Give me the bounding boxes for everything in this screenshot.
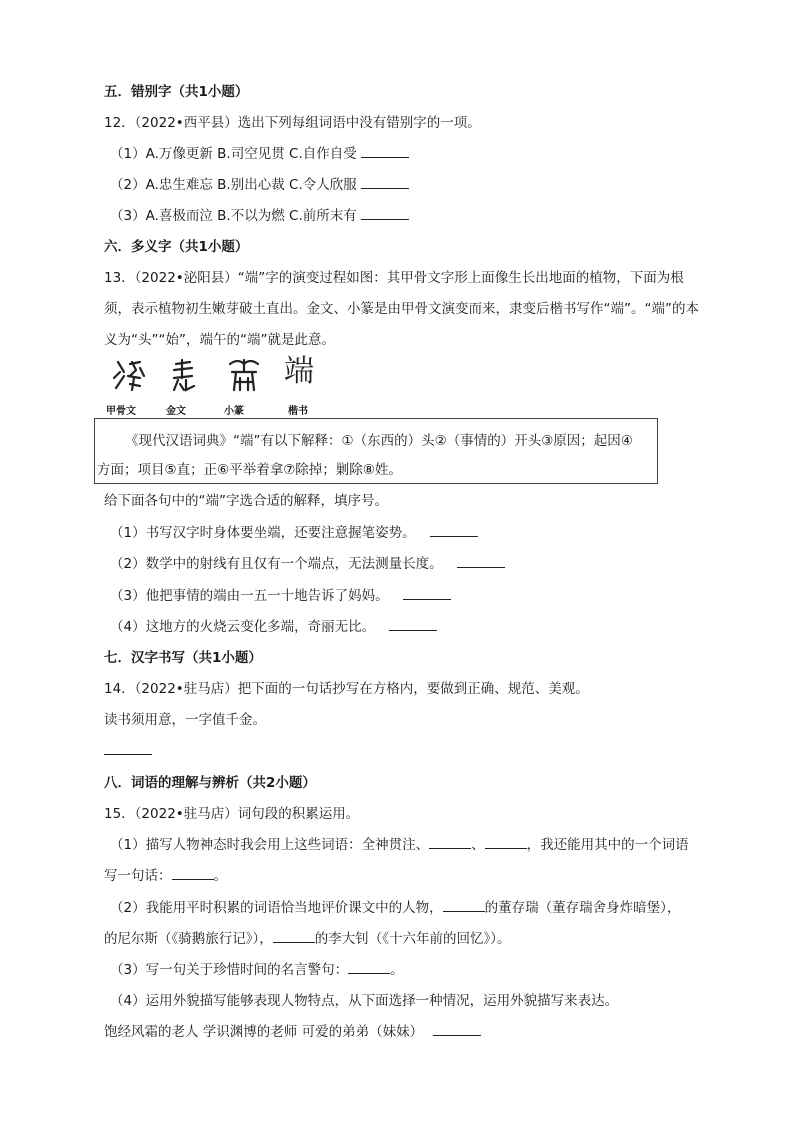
answer-blank[interactable]	[389, 617, 437, 631]
caption-small-seal: 小篆	[224, 406, 244, 417]
section-five-title: 五．错别字（共1小题）	[104, 84, 249, 100]
q12-item-3	[110, 206, 409, 226]
q13-item-2-text: （2）数学中的射线有且仅有一个端点，无法测量长度。	[110, 556, 443, 572]
q15-part-4-options	[104, 1022, 481, 1042]
oracle-bone-duan-glyph	[110, 356, 150, 396]
section-six-title: 六．多义字（共1小题）	[104, 239, 249, 255]
section-seven-title: 七．汉字书写（共1小题）	[104, 650, 262, 666]
q15-part-3-text: （3）写一句关于珍惜时间的名言警句：	[110, 962, 349, 978]
answer-blank[interactable]	[403, 586, 451, 600]
bronze-duan-glyph	[164, 356, 204, 396]
q15-part-4-options-text: 饱经风霜的老人 学识渊博的老师 可爱的弟弟（妹妹）	[104, 1024, 424, 1040]
q15-part-2-text-b: 的董存瑞（董存瑞舍身炸暗堡），	[484, 900, 681, 916]
q13-item-2	[110, 554, 505, 574]
answer-blank[interactable]	[433, 1022, 481, 1036]
answer-blank[interactable]	[457, 554, 505, 568]
question-13-line-2: 须，表示植物初生嫩芽破土直出。金文、小篆是由甲骨文演变而来，隶变后楷书写作“端”。“端”的本	[104, 301, 699, 317]
q15-part-1-line-2	[104, 866, 227, 886]
question-14-stem: 14．（2022•驻马店）把下面的一句话抄写在方格内，要做到正确、规范、美观。	[104, 681, 589, 697]
q15-part-1-line-1	[110, 835, 689, 855]
answer-blank[interactable]	[361, 175, 409, 189]
q13-item-3	[110, 586, 451, 606]
q13-item-4	[110, 617, 437, 637]
small-seal-duan-glyph	[224, 356, 264, 396]
question-14-sentence: 读书须用意，一字值千金。	[104, 712, 266, 728]
q12-item-2	[110, 175, 409, 195]
q15-part-2-text-c: 的尼尔斯（《骑鹅旅行记》），	[104, 931, 273, 947]
q15-part-1-separator: 、	[471, 837, 485, 853]
question-13-line-1: 13．（2022•泌阳县）“端”字的演变过程如图：其甲骨文字形上面像生长出地面的植物，下面为根	[104, 270, 684, 286]
kaishu-duan-glyph: 端	[284, 354, 314, 389]
caption-bronze: 金文	[166, 406, 186, 417]
duan-evolution-figure	[106, 356, 336, 416]
q14-answer-line	[104, 741, 152, 761]
dictionary-definitions-box	[94, 418, 658, 484]
q15-part-1-text-a: （1）描写人物神态时我会用上这些词语：全神贯注、	[110, 837, 430, 853]
answer-blank[interactable]	[104, 741, 152, 755]
q15-part-4: （4）运用外貌描写能够表现人物特点，从下面选择一种情况，运用外貌描写来表达。	[110, 993, 619, 1009]
caption-oracle-bone: 甲骨文	[106, 406, 136, 417]
question-13-line-3: 义为“头”“始”，端午的“端”就是此意。	[104, 332, 335, 348]
q13-item-4-text: （4）这地方的火烧云变化多端，奇丽无比。	[110, 619, 376, 635]
q15-part-2-text-d: 的李大钊（《十六年前的回忆》）。	[314, 931, 511, 947]
answer-blank[interactable]	[172, 866, 214, 880]
dictionary-definitions-line-2: 方面；项目⑤直；正⑥平举着拿⑦除掉；剿除⑧姓。	[97, 462, 402, 478]
dictionary-definitions-line-1: 《现代汉语词典》“端”有以下解释：①（东西的）头②（事情的）开头③原因；起因④	[125, 433, 633, 449]
answer-blank[interactable]	[485, 835, 527, 849]
answer-blank[interactable]	[443, 898, 485, 912]
q15-part-3-end: 。	[390, 962, 404, 978]
question-15-stem: 15．（2022•驻马店）词句段的积累运用。	[104, 806, 360, 822]
q15-part-1-text-c: 写一句话：	[104, 868, 172, 884]
q13-item-1	[110, 523, 478, 543]
q15-part-2-text-a: （2）我能用平时积累的词语恰当地评价课文中的人物，	[110, 900, 443, 916]
q12-item-1	[110, 144, 409, 164]
caption-kaishu: 楷书	[288, 406, 308, 417]
q12-item-3-text: （3）A.喜极而泣 B.不以为燃 C.前所末有	[110, 208, 357, 224]
q13-item-1-text: （1）书写汉字时身体要坐端，还要注意握笔姿势。	[110, 525, 416, 541]
q15-part-1-end: 。	[213, 868, 227, 884]
answer-blank[interactable]	[273, 929, 315, 943]
answer-blank[interactable]	[361, 144, 409, 158]
question-12-stem: 12．（2022•西平县）选出下列每组词语中没有错别字的一项。	[104, 115, 481, 131]
answer-blank[interactable]	[429, 835, 471, 849]
question-13-prompt: 给下面各句中的“端”字选合适的解释，填序号。	[104, 493, 388, 509]
q15-part-2-line-2	[104, 929, 511, 949]
q12-item-2-text: （2）A.忠生难忘 B.别出心裁 C.令人欣服	[110, 177, 357, 193]
q15-part-2-line-1	[110, 898, 680, 918]
section-eight-title: 八．词语的理解与辨析（共2小题）	[104, 775, 316, 791]
q12-item-1-text: （1）A.万像更新 B.司空见贯 C.自作自受	[110, 146, 357, 162]
answer-blank[interactable]	[348, 960, 390, 974]
q15-part-1-text-b: ，我还能用其中的一个词语	[526, 837, 689, 853]
q13-item-3-text: （3）他把事情的端由一五一十地告诉了妈妈。	[110, 588, 389, 604]
answer-blank[interactable]	[361, 206, 409, 220]
q15-part-3	[110, 960, 404, 980]
answer-blank[interactable]	[430, 523, 478, 537]
